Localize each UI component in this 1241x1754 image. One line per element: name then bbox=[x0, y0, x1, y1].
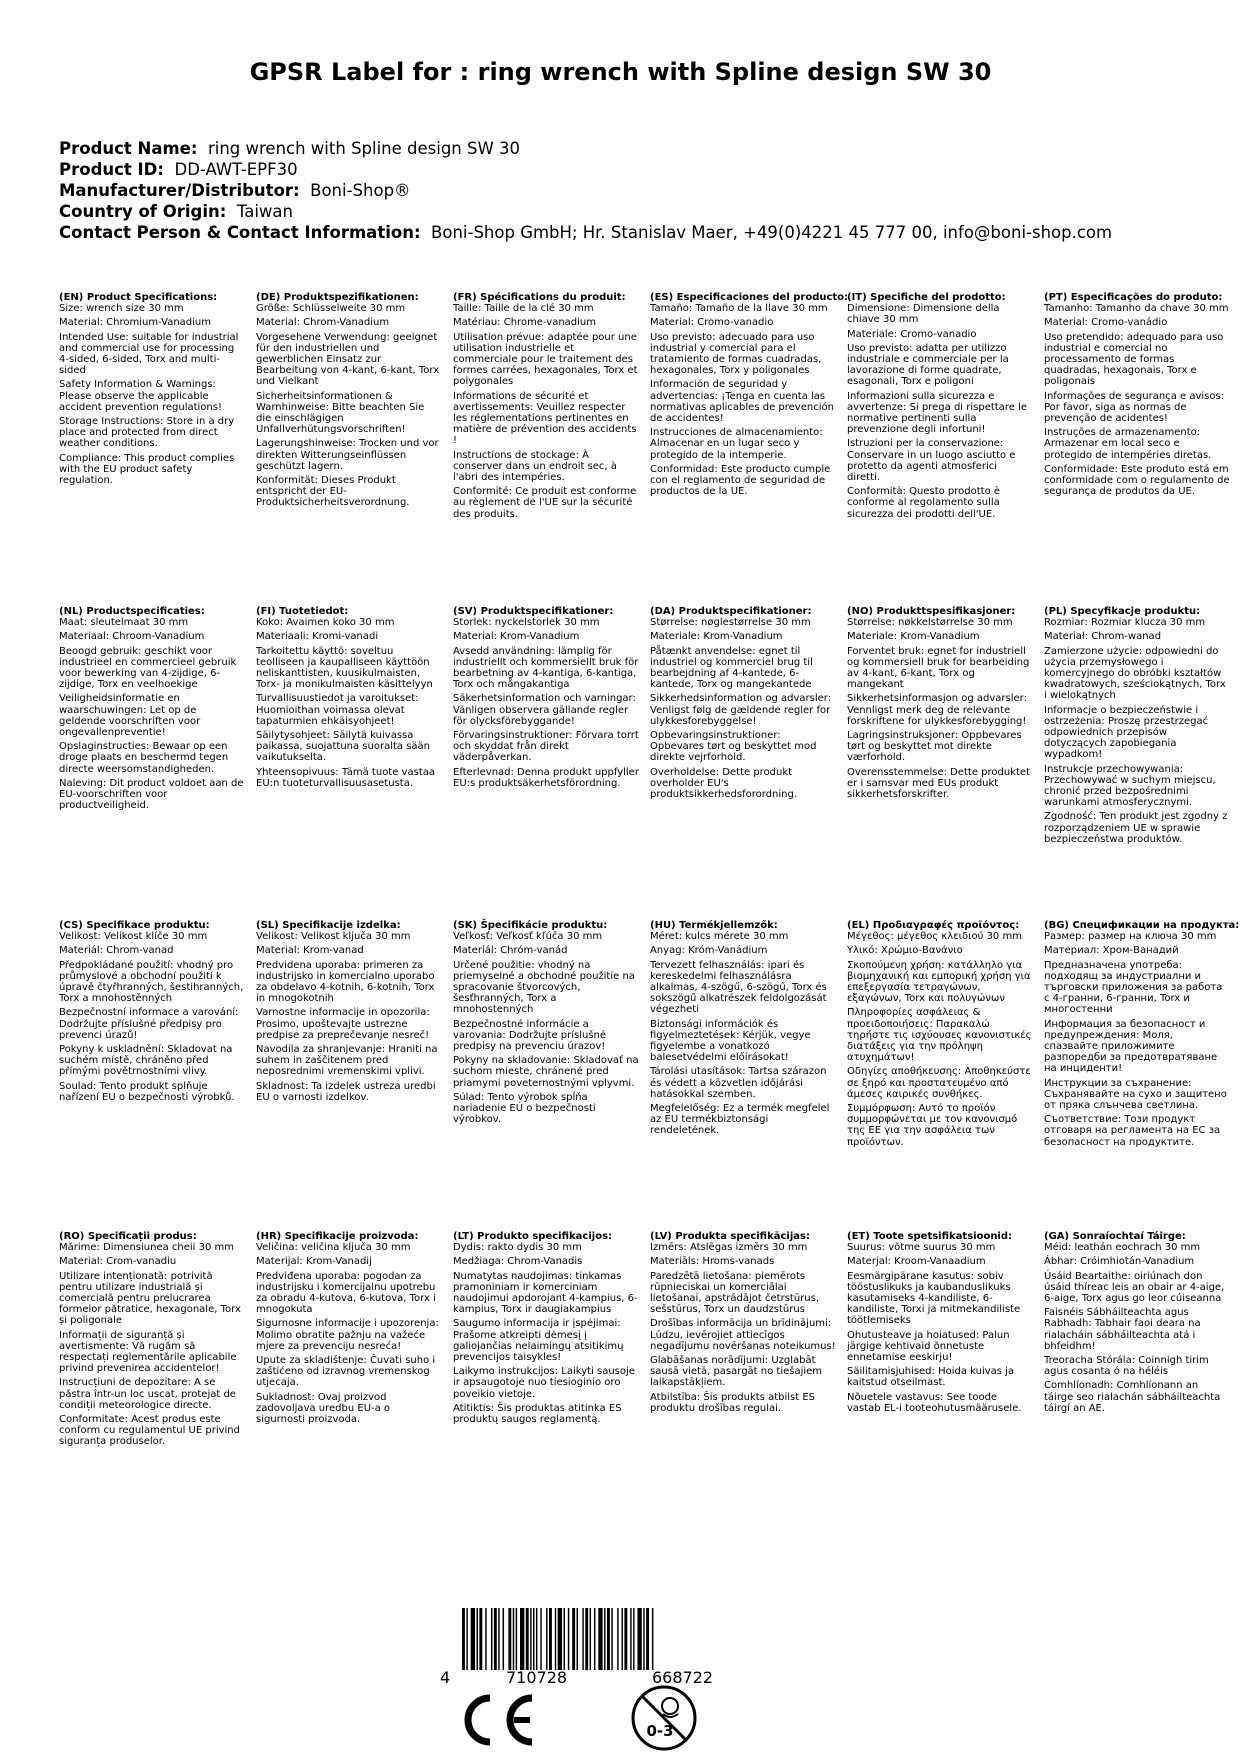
barcode-bar bbox=[652, 1608, 653, 1670]
spec-intended-use: Σκοπούμενη χρήση: κατάλληλο για βιομηχανική και εμπορική χρήση για επεξεργασία τετραγώνων, εξαγώνων, Torx και πολυγώνων bbox=[847, 959, 1031, 1005]
spec-storage: Instruções de armazenamento: Armazenar em local seco e protegido de intempéries diretas. bbox=[1044, 427, 1212, 461]
spec-material: Materiál: Chróm-vanád bbox=[453, 945, 568, 957]
not-for-children-0-3-icon bbox=[630, 1684, 698, 1752]
language-heading: (DE) Produktspezifikationen: bbox=[256, 292, 419, 303]
barcode-bar bbox=[617, 1608, 618, 1670]
barcode-bar bbox=[549, 1608, 552, 1670]
language-block-no bbox=[847, 606, 1033, 803]
spec-safety: Veiligheidsinformatie en waarschuwingen: Let op de geldende voorschriften voor ongevallenpreventie! bbox=[59, 693, 201, 739]
language-block-bg bbox=[1044, 920, 1240, 1151]
spec-size: Velikost: Velikost ključa 30 mm bbox=[256, 931, 411, 943]
spec-intended-use: Forventet bruk: egnet for industriell og kommersiell bruk for bearbeiding av 4-kant, 6-kant, Torx og mangekant bbox=[847, 645, 1030, 691]
spec-compliance: Efterlevnad: Denna produkt uppfyller EU:s produktsäkerhetsförordning. bbox=[453, 766, 639, 789]
barcode-bar bbox=[633, 1608, 634, 1670]
language-heading: (GA) Sonraíochtaí Táirge: bbox=[1044, 1231, 1186, 1242]
barcode-bar bbox=[479, 1608, 482, 1670]
manufacturer-value: Boni-Shop® bbox=[310, 181, 411, 200]
language-block-nl bbox=[59, 606, 245, 814]
spec-intended-use: Intended Use: suitable for industrial and commercial use for processing 4-sided, 6-sided, Torx and multi-sided bbox=[59, 331, 239, 377]
language-block-sk bbox=[453, 920, 639, 1128]
barcode-bar bbox=[643, 1608, 644, 1670]
spec-size: Tamanho: Tamanho da chave 30 mm bbox=[1044, 303, 1229, 315]
language-block-pt bbox=[1044, 292, 1230, 500]
barcode-bar bbox=[572, 1608, 575, 1670]
language-block-en bbox=[59, 292, 245, 489]
barcode-bars bbox=[462, 1608, 760, 1670]
spec-intended-use: Vorgesehene Verwendung: geeignet für den industriellen und gewerblichen Einsatz zur Bearbeitung von 4-kant, 6-kant, Torx und Vielkant bbox=[256, 331, 440, 388]
language-block-es bbox=[650, 292, 849, 500]
spec-compliance: Conformidad: Este producto cumple con el reglamento de seguridad de productos de la UE. bbox=[650, 463, 831, 498]
barcode-bar bbox=[491, 1608, 492, 1670]
barcode-bar bbox=[494, 1608, 497, 1670]
barcode-bar bbox=[498, 1608, 499, 1670]
spec-material: Material: Chromium-Vanadium bbox=[59, 317, 211, 329]
language-heading: (SV) Produktspecifikationer: bbox=[453, 606, 614, 617]
spec-material: Material: Crom-vanadiu bbox=[59, 1256, 177, 1268]
spec-material: Materiál: Chrom-vanad bbox=[59, 945, 174, 957]
spec-safety: Sigurnosne informacije i upozorenja: Molimo obratite pažnju na važeće mjere za prevenciju nesreća! bbox=[256, 1318, 439, 1352]
spec-safety: Bezpečnostní informace a varování: Dodržujte příslušné předpisy pro prevenci úrazů! bbox=[59, 1007, 239, 1041]
spec-size: Dydis: rakto dydis 30 mm bbox=[453, 1242, 582, 1254]
barcode-bar bbox=[637, 1608, 641, 1670]
spec-storage: Opslaginstructies: Bewaar op een droge plaats en beschermd tegen directe weersomstandigheden. bbox=[59, 741, 229, 775]
spec-material: Materiale: Krom-Vanadium bbox=[847, 631, 980, 643]
spec-storage: Lagringsinstruksjoner: Oppbevares tørt og beskyttet mot direkte værforhold. bbox=[847, 730, 1022, 764]
spec-intended-use: Utilizare intenționată: potrivită pentru utilizare industrială și comercială pentru prelucrarea formelor pătratice, hexagonale, Torx și poligonale bbox=[59, 1270, 241, 1327]
barcode-bar bbox=[513, 1608, 514, 1670]
spec-size: Méret: kulcs mérete 30 mm bbox=[650, 931, 789, 943]
spec-intended-use: Påtænkt anvendelse: egnet til industriel og kommerciel brug til bearbejdning af 4-kantede, 6-kantede, Torx og mangekantede bbox=[650, 645, 813, 691]
spec-storage: Opbevaringsinstruktioner: Opbevares tørt og beskyttet mod direkte vejrforhold. bbox=[650, 730, 817, 764]
age-range-text: 0-3 bbox=[646, 1722, 674, 1740]
spec-size: Dimensione: Dimensione della chiave 30 mm bbox=[847, 303, 1000, 326]
spec-compliance: Atitiktis: Šis produktas atitinka ES produktų saugos reglamentą. bbox=[453, 1402, 622, 1426]
language-block-pl bbox=[1044, 606, 1230, 848]
spec-material: Matériau: Chrome-vanadium bbox=[453, 317, 597, 329]
language-heading: (HU) Termékjellemzők: bbox=[650, 920, 778, 931]
spec-storage: Pokyny na skladovanie: Skladovať na suchom mieste, chránené pred priamymi poveternostnými vplyvmi. bbox=[453, 1055, 639, 1089]
product-name-row bbox=[59, 138, 1112, 159]
spec-intended-use: Zamierzone użycie: odpowiedni do użycia przemysłowego i komercyjnego do obróbki kształtów kwadratowych, sześciokątnych, Torx i wielokątnych bbox=[1044, 645, 1226, 702]
spec-safety: Informații de siguranță și avertismente: Vă rugăm să respectați reglementările aplicabile privind prevenirea accidentelor! bbox=[59, 1329, 237, 1375]
product-name-label: Product Name: bbox=[59, 139, 198, 158]
barcode-bar bbox=[555, 1608, 556, 1670]
spec-intended-use: Určené použitie: vhodný na priemyselné a obchodné použitie na spracovanie štvorcových, šesťhranných, Torx a mnohostenných bbox=[453, 959, 635, 1016]
spec-material: Material: Krom-Vanadium bbox=[453, 631, 580, 643]
barcode-bar bbox=[508, 1608, 511, 1670]
language-block-el bbox=[847, 920, 1033, 1151]
spec-safety: Saugumo informacija ir įspėjimai: Prašome atkreipti dėmesį į galiojančias nelaimingų atsitikimų prevencijos taisykles! bbox=[453, 1318, 624, 1364]
spec-material: Materiał: Chrom-wanad bbox=[1044, 631, 1162, 643]
spec-compliance: Compliance: This product complies with the EU product safety regulation. bbox=[59, 452, 235, 487]
spec-compliance: Conformité: Ce produit est conforme au règlement de l'UE sur la sécurité des produits. bbox=[453, 486, 637, 520]
barcode-bar bbox=[462, 1608, 465, 1670]
spec-storage: Instrucciones de almacenamiento: Almacenar en un lugar seco y protegido de la intemperie. bbox=[650, 427, 823, 461]
spec-safety: Sikkerhetsinformasjon og advarsler: Vennligst merk deg de relevante forskriftene for ulykkesforebygging! bbox=[847, 693, 1027, 727]
spec-compliance: Conformità: Questo prodotto è conforme al regolamento sulla sicurezza dei prodotti dell'UE. bbox=[847, 486, 1001, 520]
product-id-value: DD-AWT-EPF30 bbox=[174, 160, 298, 179]
spec-material: Materjal: Kroom-Vanaadium bbox=[847, 1256, 986, 1268]
language-heading: (FI) Tuotetiedot: bbox=[256, 606, 349, 617]
spec-storage: Navodila za shranjevanje: Hraniti na suhem in zaščitenem pred neposrednimi vremenskimi vplivi. bbox=[256, 1044, 438, 1078]
barcode-bar bbox=[485, 1608, 486, 1670]
barcode-bar bbox=[466, 1608, 467, 1670]
spec-intended-use: Avsedd användning: lämplig för industriellt och kommersiellt bruk för bearbetning av 4-kantiga, 6-kantiga, Torx och mångakantiga bbox=[453, 645, 639, 691]
spec-size: Suurus: võtme suurus 30 mm bbox=[847, 1242, 996, 1254]
spec-size: Veličina: veličina ključa 30 mm bbox=[256, 1242, 411, 1254]
spec-size: Μέγεθος: μέγεθος κλειδιού 30 mm bbox=[847, 931, 1022, 943]
barcode-group-1: 710728 bbox=[506, 1668, 568, 1687]
spec-intended-use: Uso previsto: adecuado para uso industrial y comercial para el tratamiento de formas cuadradas, hexagonales, Torx y poligonales bbox=[650, 331, 822, 377]
spec-size: Größe: Schlüsselweite 30 mm bbox=[256, 303, 406, 315]
spec-compliance: Conformitate: Acest produs este conform cu regulamentul UE privind siguranța produselor. bbox=[59, 1414, 240, 1448]
spec-size: Maat: sleutelmaat 30 mm bbox=[59, 617, 189, 629]
language-heading: (HR) Specifikacije proizvoda: bbox=[256, 1231, 419, 1242]
spec-intended-use: Predviđena uporaba: pogodan za industrijsku i komercijalnu upotrebu za obradu 4-kutova, 6-kutova, Torx i mnogokuta bbox=[256, 1270, 436, 1316]
spec-intended-use: Предназначена употреба: подходящ за индустриални и търговски приложения за работа с 4-гранни, 6-гранни, Torx и многостенни bbox=[1044, 959, 1223, 1016]
barcode-bar bbox=[503, 1608, 504, 1670]
barcode-bar bbox=[598, 1608, 602, 1670]
barcode-bar bbox=[526, 1608, 529, 1670]
spec-safety: Informações de segurança e avisos: Por favor, siga as normas de prevenção de acidentes! bbox=[1044, 390, 1225, 425]
spec-intended-use: Utilisation prévue: adaptée pour une utilisation industrielle et commerciale pour le traitement des formes carrées, hexagonales, Torx et polygonales bbox=[453, 331, 638, 388]
spec-size: Размер: размер на ключа 30 mm bbox=[1044, 931, 1217, 943]
spec-material: Material: Krom-vanad bbox=[256, 945, 364, 957]
spec-storage: Säilitamisjuhised: Hoida kuivas ja kaitstud otseilmast. bbox=[847, 1366, 1015, 1389]
spec-compliance: Συμμόρφωση: Αυτό το προϊόν συμμορφώνεται με τον κανονισμό της ΕΕ για την ασφάλεια των προϊόντων. bbox=[847, 1103, 1018, 1148]
product-id-row bbox=[59, 159, 1112, 180]
spec-material: Materijal: Krom-Vanadij bbox=[256, 1256, 372, 1268]
contact-row bbox=[59, 222, 1112, 243]
language-heading: (CS) Specifikace produktu: bbox=[59, 920, 210, 931]
spec-intended-use: Paredzētā lietošana: piemērots rūpnieciskai un komerciālai lietošanai, apstrādājot četrstūrus, sešstūrus, Torx un daudzstūrus bbox=[650, 1270, 819, 1316]
spec-intended-use: Numatytas naudojimas: tinkamas pramoniniam ir komerciniam naudojimui apdorojant 4-kampius, 6-kampius, Torx ir daugiakampius bbox=[453, 1270, 638, 1316]
language-heading: (IT) Specifiche del prodotto: bbox=[847, 292, 1006, 303]
spec-safety: Säkerhetsinformation och varningar: Vänligen observera gällande regler för olycksförebyggande! bbox=[453, 693, 636, 727]
spec-material: Материал: Хром-Ванадий bbox=[1044, 945, 1179, 957]
barcode-bar bbox=[520, 1608, 524, 1670]
manufacturer-row bbox=[59, 180, 1112, 201]
barcode-bar bbox=[585, 1608, 588, 1670]
spec-safety: Informazioni sulla sicurezza e avvertenze: Si prega di rispettare le normative pertinenti sulla prevenzione degli infortuni! bbox=[847, 390, 1027, 436]
product-info bbox=[59, 138, 1112, 243]
spec-safety: Bezpečnostné informácie a varovania: Dodržujte príslušné predpisy na prevenciu úrazov! bbox=[453, 1018, 607, 1053]
origin-label: Country of Origin: bbox=[59, 202, 227, 221]
barcode-bar bbox=[622, 1608, 623, 1670]
spec-storage: Οδηγίες αποθήκευσης: Αποθηκεύστε σε ξηρό και προστατευμένο από άμεσες καιρικές συνθήκες. bbox=[847, 1066, 1031, 1100]
contact-value: Boni-Shop GmbH; Hr. Stanislav Maer, +49(0)4221 45 777 00, info@boni-shop.com bbox=[431, 223, 1113, 242]
barcode-bar bbox=[564, 1608, 565, 1670]
spec-storage: Säilytysohjeet: Säilytä kuivassa paikassa, suojattuna suoralta sään vaikutukselta. bbox=[256, 730, 431, 764]
spec-size: Koko: Avaimen koko 30 mm bbox=[256, 617, 395, 629]
spec-material: Ábhar: Cróimhiotán-Vanadium bbox=[1044, 1256, 1195, 1268]
spec-storage: Tárolási utasítások: Tartsa szárazon és védett a közvetlen időjárási hatásokkal szemben. bbox=[650, 1066, 827, 1100]
spec-intended-use: Uso pretendido: adequado para uso industrial e comercial no processamento de formas quadradas, hexagonais, Torx e poligonais bbox=[1044, 331, 1224, 388]
barcode-bar bbox=[558, 1608, 562, 1670]
spec-size: Velikost: Velikost klíče 30 mm bbox=[59, 931, 208, 943]
language-block-et bbox=[847, 1231, 1033, 1417]
language-heading: (ES) Especificaciones del producto: bbox=[650, 292, 849, 303]
barcode-bar bbox=[533, 1608, 534, 1670]
barcode-bar bbox=[624, 1608, 627, 1670]
language-heading: (EN) Product Specifications: bbox=[59, 292, 218, 303]
language-block-lv bbox=[650, 1231, 836, 1417]
language-block-de bbox=[256, 292, 442, 512]
spec-storage: Storage Instructions: Store in a dry place and protected from direct weather conditions. bbox=[59, 416, 235, 450]
spec-safety: Informations de sécurité et avertissements: Veuillez respecter les réglementations pertinentes en matière de prévention des accidents ! bbox=[453, 390, 637, 447]
spec-compliance: Naleving: Dit product voldoet aan de EU-voorschriften voor productveiligheid. bbox=[59, 777, 244, 812]
language-block-ga bbox=[1044, 1231, 1230, 1417]
spec-storage: Laikymo instrukcijos: Laikyti sausoje ir apsaugotoje nuo tiesioginio oro poveikio vietoje. bbox=[453, 1366, 635, 1400]
barcode-bar bbox=[594, 1608, 595, 1670]
language-block-lt bbox=[453, 1231, 639, 1428]
spec-storage: Istruzioni per la conservazione: Conservare in un luogo asciutto e protetto da agenti atmosferici diretti. bbox=[847, 438, 1016, 484]
spec-storage: Förvaringsinstruktioner: Förvara torrt och skyddat från direkt väderpåverkan. bbox=[453, 730, 639, 764]
spec-safety: Varnostne informacije in opozorila: Prosimo, upoštevajte ustrezne predpise za preprečevanje nesreč! bbox=[256, 1007, 430, 1041]
spec-safety: Sikkerhedsinformation og advarsler: Venligst følg de gældende regler for ulykkesforebyggelse! bbox=[650, 693, 832, 727]
spec-size: Size: wrench size 30 mm bbox=[59, 303, 184, 315]
language-heading: (EL) Προδιαγραφές προϊόντος: bbox=[847, 920, 1020, 931]
spec-storage: Instructions de stockage: À conserver dans un endroit sec, à l'abri des intempéries. bbox=[453, 449, 617, 484]
language-heading: (NO) Produkttspesifikasjoner: bbox=[847, 606, 1016, 617]
spec-safety: Drošības informācija un brīdinājumi: Lūdzu, ievērojiet attiecīgos negadījumu novēršanas noteikumus! bbox=[650, 1318, 836, 1352]
spec-storage: Glabāšanas norādījumi: Uzglabāt sausā vietā, pasargāt no tiešajiem laikapstākļiem. bbox=[650, 1355, 823, 1389]
spec-size: Taille: Taille de la clé 30 mm bbox=[453, 303, 594, 315]
spec-intended-use: Předpokládané použití: vhodný pro průmyslové a obchodní použití k úpravě čtyřhranných, šestihranných, Torx a mnohostěnných bbox=[59, 959, 244, 1005]
manufacturer-label: Manufacturer/Distributor: bbox=[59, 181, 300, 200]
spec-storage: Lagerungshinweise: Trocken und vor direkten Witterungseinflüssen geschützt lagern. bbox=[256, 438, 439, 472]
language-heading: (LT) Produkto specifikacijos: bbox=[453, 1231, 613, 1242]
spec-size: Storlek: nyckelstorlek 30 mm bbox=[453, 617, 600, 629]
spec-size: Mărime: Dimensiunea cheii 30 mm bbox=[59, 1242, 235, 1254]
spec-safety: Faisnéis Sábháilteachta agus Rabhadh: Tabhair faoi deara na rialacháin sábháilteachta atá i bhfeidhm! bbox=[1044, 1307, 1201, 1352]
spec-intended-use: Tarkoitettu käyttö: soveltuu teolliseen ja kaupalliseen käyttöön neliskanttisten, kuusikulmaisten, Torx- ja monikulmaisten käsittelyyn bbox=[256, 645, 433, 691]
contact-label: Contact Person & Contact Information: bbox=[59, 223, 421, 242]
language-block-hu bbox=[650, 920, 836, 1140]
spec-compliance: Skladnost: Ta izdelek ustreza uredbi EU o varnosti izdelkov. bbox=[256, 1080, 436, 1103]
spec-safety: Información de seguridad y advertencias: ¡Tenga en cuenta las normativas aplicables de prevención de accidentes! bbox=[650, 379, 834, 425]
spec-storage: Instrucțiuni de depozitare: A se păstra într-un loc uscat, protejat de condiții meteorologice directe. bbox=[59, 1377, 236, 1411]
language-block-da bbox=[650, 606, 836, 803]
barcode-bar bbox=[630, 1608, 631, 1670]
spec-material: Materiaal: Chroom-Vanadium bbox=[59, 631, 205, 643]
barcode-bar bbox=[611, 1608, 612, 1670]
spec-size: Størrelse: nøglestørrelse 30 mm bbox=[650, 617, 811, 629]
barcode-bar bbox=[577, 1608, 578, 1670]
spec-size: Tamaño: Tamaño de la llave 30 mm bbox=[650, 303, 828, 315]
spec-safety: Sicherheitsinformationen & Warnhinweise: Bitte beachten Sie die einschlägigen Unfallverhütungsvorschriften! bbox=[256, 390, 425, 436]
spec-safety: Информация за безопасност и предупреждения: Моля, спазвайте приложимите разпоредби за предотвратяване на инциденти! bbox=[1044, 1018, 1218, 1075]
barcode-bar bbox=[530, 1608, 531, 1670]
spec-size: Veľkosť: Veľkosť kľúča 30 mm bbox=[453, 931, 603, 943]
language-block-cs bbox=[59, 920, 245, 1106]
spec-material: Materiāls: Hroms-vanads bbox=[650, 1256, 775, 1268]
ce-mark-icon bbox=[456, 1692, 538, 1748]
spec-compliance: Comhlíonadh: Comhlíonann an táirge seo rialachán sábháilteachta táirgí an AE. bbox=[1044, 1380, 1221, 1414]
spec-storage: Инструкции за съхранение: Съхранявайте на сухо и защитено от пряка слънчева светлина. bbox=[1044, 1077, 1227, 1112]
barcode-bar bbox=[568, 1608, 569, 1670]
barcode-bar bbox=[471, 1608, 475, 1670]
language-heading: (SL) Specifikacije izdelka: bbox=[256, 920, 401, 931]
barcode-bar bbox=[546, 1608, 547, 1670]
spec-compliance: Sukladnost: Ovaj proizvod zadovoljava uredbu EU-a o sigurnosti proizvoda. bbox=[256, 1391, 391, 1426]
language-block-sv bbox=[453, 606, 639, 792]
spec-material: Υλικό: Χρώμιο-Βανάνιο bbox=[847, 945, 963, 957]
product-id-label: Product ID: bbox=[59, 160, 164, 179]
barcode-bar bbox=[582, 1608, 583, 1670]
spec-material: Material: Cromo-vanadio bbox=[650, 317, 774, 329]
spec-size: Méid: leathán eochrach 30 mm bbox=[1044, 1242, 1201, 1254]
spec-material: Materiale: Cromo-vanadio bbox=[847, 328, 977, 340]
spec-safety: Ohutusteave ja hoiatused: Palun järgige kehtivaid õnnetuste ennetamise eeskirju! bbox=[847, 1329, 1010, 1364]
page-title: GPSR Label for : ring wrench with Spline design SW 30 bbox=[249, 58, 992, 86]
spec-size: Størrelse: nøkkelstørrelse 30 mm bbox=[847, 617, 1013, 629]
spec-compliance: Súlad: Tento výrobok spĺňa nariadenie EÚ o bezpečnosti výrobkov. bbox=[453, 1091, 596, 1126]
spec-storage: Treoracha Stórála: Coinnigh tirim agus cosanta ó na héléis bbox=[1044, 1355, 1209, 1378]
spec-material: Materiale: Krom-Vanadium bbox=[650, 631, 783, 643]
spec-compliance: Overholdelse: Dette produkt overholder EU's produktsikkerhedsforordning. bbox=[650, 766, 798, 801]
spec-safety: Biztonsági információk és figyelmeztetések: Kérjük, vegye figyelembe a vonatkozó balesetvédelmi előírásokat! bbox=[650, 1018, 811, 1064]
origin-value: Taiwan bbox=[236, 202, 293, 221]
language-block-fi bbox=[256, 606, 442, 792]
language-block-fr bbox=[453, 292, 639, 523]
language-heading: (FR) Spécifications du produit: bbox=[453, 292, 626, 303]
spec-compliance: Konformität: Dieses Produkt entspricht der EU-Produktsicherheitsverordnung. bbox=[256, 475, 410, 509]
spec-size: Rozmiar: Rozmiar klucza 30 mm bbox=[1044, 617, 1206, 629]
language-block-it bbox=[847, 292, 1033, 523]
barcode-bar bbox=[607, 1608, 610, 1670]
spec-storage: Upute za skladištenje: Čuvati suho i zaštićeno od izravnog vremenskog utjecaja. bbox=[256, 1355, 436, 1389]
language-heading: (RO) Specificații produs: bbox=[59, 1231, 197, 1242]
spec-material: Anyag: Króm-Vanádium bbox=[650, 945, 768, 957]
language-heading: (ET) Toote spetsifikatsioonid: bbox=[847, 1231, 1013, 1242]
language-heading: (PL) Specyfikacje produktu: bbox=[1044, 606, 1201, 617]
spec-compliance: Zgodność: Ten produkt jest zgodny z rozporządzeniem UE w sprawie bezpieczeństwa produktów. bbox=[1044, 811, 1228, 845]
spec-intended-use: Beoogd gebruik: geschikt voor industrieel en commercieel gebruik voor bewerking van 4-zijdige, 6-zijdige, Torx en veelhoekige bbox=[59, 645, 237, 691]
spec-intended-use: Úsáid Beartaithe: oiriúnach don úsáid thíreac leis an obair ar 4-aige, 6-aige, Torx agus go leor cúiseanna bbox=[1044, 1270, 1225, 1305]
language-heading: (DA) Produktspecifikationer: bbox=[650, 606, 812, 617]
spec-compliance: Megfelelőség: Ez a termék megfelel az EU termékbiztonsági rendeletének. bbox=[650, 1103, 830, 1137]
spec-intended-use: Uso previsto: adatta per utilizzo industriale e commerciale per la lavorazione di forme quadrate, esagonali, Torx e poligoni bbox=[847, 342, 1009, 388]
language-heading: (SK) Špecifikácie produktu: bbox=[453, 920, 608, 931]
spec-safety: Πληροφορίες ασφάλειας & προειδοποιήσεις: Παρακαλώ τηρήστε τις ισχύουσες κανονιστικές διατάξεις για την πρόληψη ατυχημάτων! bbox=[847, 1007, 1032, 1064]
barcode-bar bbox=[516, 1608, 517, 1670]
language-heading: (BG) Спецификации на продукта: bbox=[1044, 920, 1240, 931]
spec-compliance: Yhteensopivuus: Tämä tuote vastaa EU:n tuoteturvallisuusasetusta. bbox=[256, 766, 435, 789]
spec-material: Medžiaga: Chrom-Vanadis bbox=[453, 1256, 583, 1268]
spec-storage: Instrukcje przechowywania: Przechowywać w suchym miejscu, chronić przed bezpośrednimi warunkami atmosferycznymi. bbox=[1044, 763, 1216, 809]
spec-intended-use: Predvidena uporaba: primeren za industrijsko in komercialno uporabo za obdelavo 4-kotnih, 6-kotnih, Torx in mnogokotnih bbox=[256, 959, 435, 1005]
barcode-first-digit: 4 bbox=[440, 1668, 451, 1687]
spec-compliance: Overensstemmelse: Dette produktet er i samsvar med EUs produkt sikkerhetsforskrifter. bbox=[847, 766, 1030, 801]
barcode-bar bbox=[604, 1608, 605, 1670]
spec-safety: Informacje o bezpieczeństwie i ostrzeżenia: Proszę przestrzegać odpowiednich przepisów dotyczących zapobiegania wypadkom! bbox=[1044, 704, 1209, 761]
spec-size: Izmērs: Atslēgas izmērs 30 mm bbox=[650, 1242, 808, 1254]
spec-compliance: Съответствие: Този продукт отговаря на регламента на ЕС за безопасност на продуктите. bbox=[1044, 1114, 1221, 1148]
spec-compliance: Conformidade: Este produto está em conformidade com o regulamento de segurança de produtos da UE. bbox=[1044, 463, 1230, 498]
spec-intended-use: Eesmärgipärane kasutus: sobiv tööstuslikuks ja kaubanduslikuks kasutamiseks 4-kandiliste, 6-kandiliste, Torxi ja mitmekandiliste töötlemiseks bbox=[847, 1270, 1021, 1327]
barcode-bar bbox=[536, 1608, 537, 1670]
language-heading: (NL) Productspecificaties: bbox=[59, 606, 205, 617]
barcode-group-2: 668722 bbox=[652, 1668, 714, 1687]
spec-compliance: Soulad: Tento produkt splňuje nařízení EU o bezpečnosti výrobků. bbox=[59, 1080, 235, 1103]
language-heading: (LV) Produkta specifikācijas: bbox=[650, 1231, 810, 1242]
product-name-value: ring wrench with Spline design SW 30 bbox=[207, 139, 521, 158]
language-heading: (PT) Especificações do produto: bbox=[1044, 292, 1223, 303]
barcode-bar bbox=[590, 1608, 591, 1670]
spec-intended-use: Tervezett felhasználás: ipari és kereskedelmi felhasználásra alkalmas, 4-szögű, 6-szögű, Torx és sokszögű alkatrészek feldolgozását végezheti bbox=[650, 959, 827, 1016]
spec-storage: Pokyny k uskladnění: Skladovat na suchém místě, chráněno před přímými povětrnostními vlivy. bbox=[59, 1044, 233, 1078]
spec-compliance: Atbilstība: Šis produkts atbilst ES produktu drošības regulai. bbox=[650, 1391, 816, 1414]
spec-material: Material: Cromo-vanádio bbox=[1044, 317, 1168, 329]
barcode-bar bbox=[540, 1608, 541, 1670]
barcode-bar bbox=[477, 1608, 478, 1670]
language-block-ro bbox=[59, 1231, 245, 1451]
language-block-sl bbox=[256, 920, 442, 1106]
language-block-hr bbox=[256, 1231, 442, 1428]
spec-material: Material: Chrom-Vanadium bbox=[256, 317, 390, 329]
spec-safety: Turvallisuustiedot ja varoitukset: Huomioithan voimassa olevat tapaturmien ehkäisyohjeet! bbox=[256, 693, 419, 727]
spec-material: Materiaali: Kromi-vanadi bbox=[256, 631, 379, 643]
spec-compliance: Nõuetele vastavus: See toode vastab EL-i tooteohutusmäärusele. bbox=[847, 1391, 1022, 1414]
origin-row bbox=[59, 201, 1112, 222]
spec-safety: Safety Information & Warnings: Please observe the applicable accident prevention regulations! bbox=[59, 379, 222, 413]
barcode-bar bbox=[646, 1608, 649, 1670]
